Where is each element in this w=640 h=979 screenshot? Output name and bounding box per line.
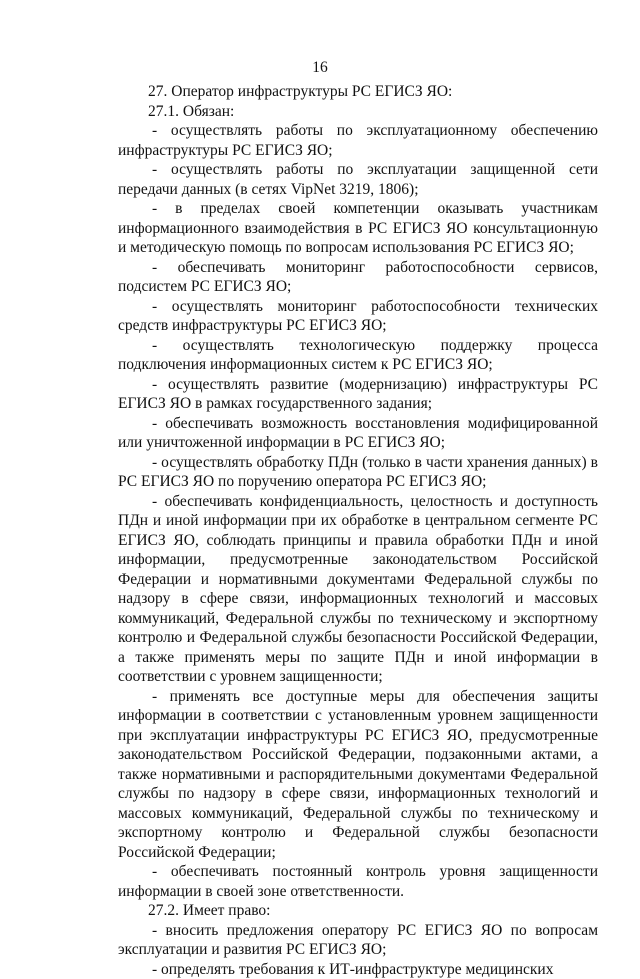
list-item: - вносить предложения оператору РС ЕГИСЗ ЯО по вопросам эксплуатации и развития РС ЕГИСЗ ЯО; xyxy=(118,921,598,960)
document-body xyxy=(118,82,598,979)
list-item: - применять все доступные меры для обеспечения защиты информации в соответствии с установленным уровнем защищенности при эксплуатации инфраструктуры РС ЕГИСЗ ЯО, предусмотренные законодательством Российской Федерации, подзаконными актами, а также нормативными и распорядительными документами Федеральной службы по надзору в сфере связи, информационных технологий и массовых коммуникаций, Федеральной службы по техническому и экспортному контролю и Федеральной службы безопасности Российской Федерации; xyxy=(118,687,598,863)
list-item: - определять требования к ИТ-инфраструктуре медицинских xyxy=(118,960,598,979)
subsection-heading: 27.2. Имеет право: xyxy=(118,901,598,921)
section-heading: 27. Оператор инфраструктуры РС ЕГИСЗ ЯО: xyxy=(118,82,598,102)
list-item: - осуществлять технологическую поддержку процесса подключения информационных систем к РС ЕГИСЗ ЯО; xyxy=(118,336,598,375)
list-item: - осуществлять работы по эксплуатационному обеспечению инфраструктуры РС ЕГИСЗ ЯО; xyxy=(118,121,598,160)
list-item: - обеспечивать возможность восстановления модифицированной или уничтоженной информации в РС ЕГИСЗ ЯО; xyxy=(118,414,598,453)
list-item: - обеспечивать мониторинг работоспособности сервисов, подсистем РС ЕГИСЗ ЯО; xyxy=(118,258,598,297)
list-item: - в пределах своей компетенции оказывать участникам информационного взаимодействия в РС ЕГИСЗ ЯО консультационную и методическую помощь по вопросам использования РС ЕГИСЗ ЯО; xyxy=(118,199,598,258)
page-number: 16 xyxy=(0,58,640,78)
subsection-heading: 27.1. Обязан: xyxy=(118,102,598,122)
list-item: - обеспечивать постоянный контроль уровня защищенности информации в своей зоне ответственности. xyxy=(118,862,598,901)
list-item: - осуществлять работы по эксплуатации защищенной сети передачи данных (в сетях VipNet 3219, 1806); xyxy=(118,160,598,199)
list-item: - осуществлять обработку ПДн (только в части хранения данных) в РС ЕГИСЗ ЯО по поручению оператора РС ЕГИСЗ ЯО; xyxy=(118,453,598,492)
list-item: - осуществлять развитие (модернизацию) инфраструктуры РС ЕГИСЗ ЯО в рамках государственного задания; xyxy=(118,375,598,414)
list-item: - обеспечивать конфиденциальность, целостность и доступность ПДн и иной информации при их обработке в центральном сегменте РС ЕГИСЗ ЯО, соблюдать принципы и правила обработки ПДн и иной информации, предусмотренные законодательством Российской Федерации и нормативными документами Федеральной службы по надзору в сфере связи, информационных технологий и массовых коммуникаций, Федеральной службы по техническому и экспортному контролю и Федеральной службы безопасности Российской Федерации, а также применять меры по защите ПДн и иной информации в соответствии с уровнем защищенности; xyxy=(118,492,598,687)
list-item: - осуществлять мониторинг работоспособности технических средств инфраструктуры РС ЕГИСЗ ЯО; xyxy=(118,297,598,336)
